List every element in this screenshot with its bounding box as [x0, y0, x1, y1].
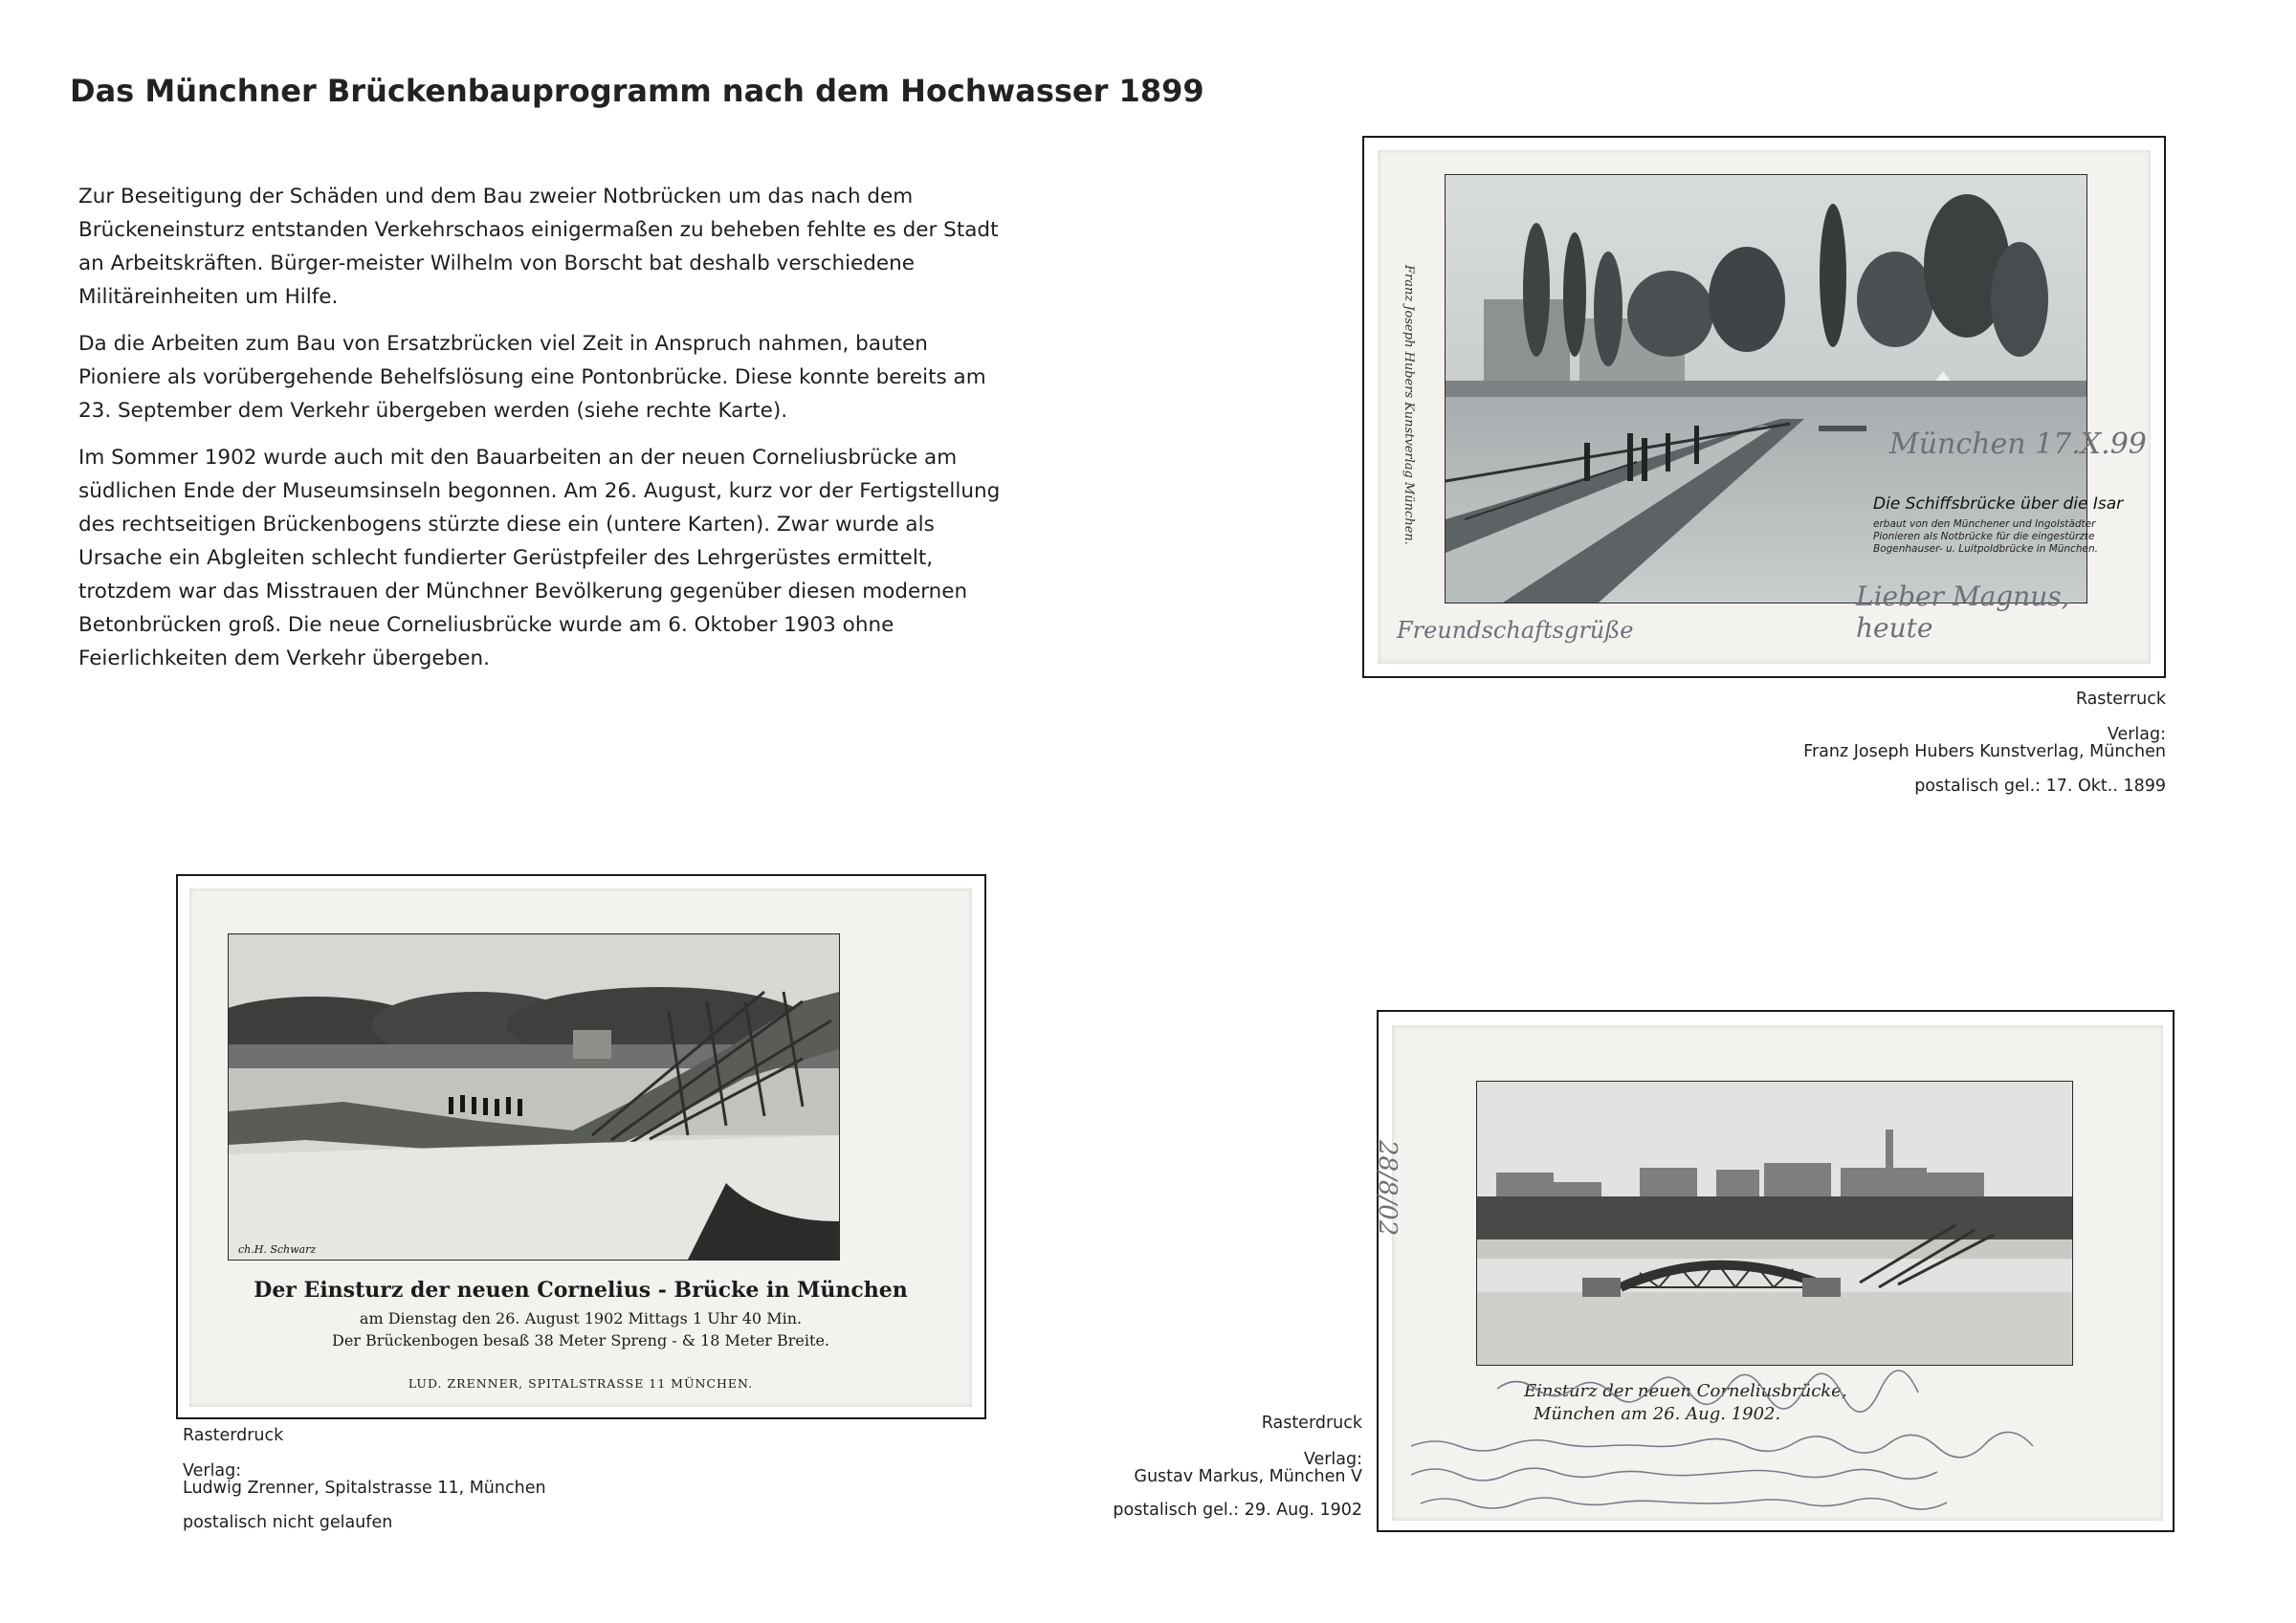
handwriting-date: 28/8/02 — [1373, 1140, 1402, 1237]
handwriting-scribble — [1411, 1370, 2157, 1513]
page-title: Das Münchner Brückenbauprogramm nach dem Hochwasser 1899 — [70, 73, 1204, 109]
handwriting-date: München 17.X.99 — [1889, 428, 2147, 461]
postcard-caption: Einsturz der neuen Corneliusbrücke, — [1524, 1381, 1847, 1401]
postcard-pontoon — [1378, 150, 2151, 664]
zrenner-print-type: Rasterdruck — [183, 1426, 284, 1445]
markus-postal: postalisch gel.: 29. Aug. 1902 — [1113, 1501, 1362, 1520]
postcard-frame-collapse-zrenner — [176, 874, 986, 1419]
postcard-subline: am Dienstag den 26. August 1902 Mittags 1 Uhr 40 Min. — [359, 1309, 803, 1327]
intro-paragraph: Zur Beseitigung der Schäden und dem Bau zweier Notbrücken um das nach dem Brückeneinsturz entstanden Verkehrschaos einigermaßen zu beheben fehlte es der Stadt an Arbeitskräften. Bürger-meister Wilhelm von Borscht bat deshalb verschiedene Militäreinheiten um Hilfe. — [78, 185, 999, 309]
markus-publisher: Gustav Markus, München V — [1134, 1467, 1362, 1486]
postcard-caption-line: Bogenhauser- u. Luitpoldbrücke in München. — [1873, 543, 2098, 555]
intro-text — [78, 180, 1016, 689]
pontoon-postal: postalisch gel.: 17. Okt.. 1899 — [1914, 777, 2166, 796]
handwriting-text: Freundschaftsgrüße — [1397, 617, 1634, 644]
pontoon-publisher-label: Verlag: — [2107, 725, 2166, 744]
zrenner-publisher-label: Verlag: — [183, 1461, 242, 1480]
intro-paragraph: Im Sommer 1902 wurde auch mit den Bauarbeiten an der neuen Corneliusbrücke am südlichen Ende der Museumsinseln begonnen. Am 26. August, kurz vor der Fertigstellung des rechtseitigen Brückenbogens stürzte diese ein (untere Karten). Zwar wurde als Ursache ein Abgleiten schlecht fundierter Gerüstpfeiler des Lehrgerüstes ermittelt, trotzdem war das Misstrauen der Münchner Bevölkerung gegenüber diesen modernen Betonbrücken groß. Die neue Corneliusbrücke wurde am 6. Oktober 1903 ohne Feierlichkeiten dem Verkehr übergeben. — [78, 446, 1001, 670]
postcard-collapse-zrenner — [189, 888, 972, 1407]
postcard-caption-line: erbaut von den Münchener und Ingolstädter — [1873, 518, 2096, 530]
postcard-caption-title: Die Schiffsbrücke über die Isar — [1873, 494, 2124, 514]
handwriting-text: Lieber Magnus, heute — [1856, 581, 2070, 644]
photographer-credit: ch.H. Schwarz — [238, 1243, 317, 1256]
photo-collapsed-arch — [1476, 1081, 2073, 1366]
zrenner-publisher: Ludwig Zrenner, Spitalstrasse 11, München — [183, 1479, 546, 1498]
postcard-subline: Der Brückenbogen besaß 38 Meter Spreng - & 18 Meter Breite. — [332, 1331, 829, 1349]
pontoon-print-type: Rasterruck — [2075, 690, 2166, 709]
postcard-collapse-markus — [1373, 1025, 2163, 1521]
intro-paragraph: Da die Arbeiten zum Bau von Ersatzbrücken viel Zeit in Anspruch nahmen, bauten Pioniere als vorübergehende Behelfslösung eine Pontonbrücke. Diese konnte bereits am 23. September dem Verkehr übergeben werden (siehe rechte Karte). — [78, 332, 986, 423]
markus-print-type: Rasterdruck — [1261, 1414, 1362, 1433]
postcard-frame-collapse-markus — [1373, 1010, 2175, 1532]
postcard-caption: München am 26. Aug. 1902. — [1534, 1404, 1781, 1424]
postcard-caption-line: Pionieren als Notbrücke für die eingestürzte — [1873, 531, 2095, 542]
postcard-headline: Der Einsturz der neuen Cornelius - Brücke in München — [254, 1278, 908, 1303]
postcard-publisher-line: LUD. ZRENNER, SPITALSTRASSE 11 MÜNCHEN. — [408, 1376, 754, 1391]
markus-publisher-label: Verlag: — [1303, 1450, 1362, 1469]
pontoon-publisher: Franz Joseph Hubers Kunstverlag, München — [1803, 742, 2166, 761]
postcard-frame-pontoon — [1362, 136, 2166, 678]
postcard-side-text: Franz Joseph Hubers Kunstverlag München. — [1402, 265, 1416, 545]
zrenner-postal: postalisch nicht gelaufen — [183, 1513, 393, 1532]
photo-collapsed-bridge — [228, 933, 840, 1261]
